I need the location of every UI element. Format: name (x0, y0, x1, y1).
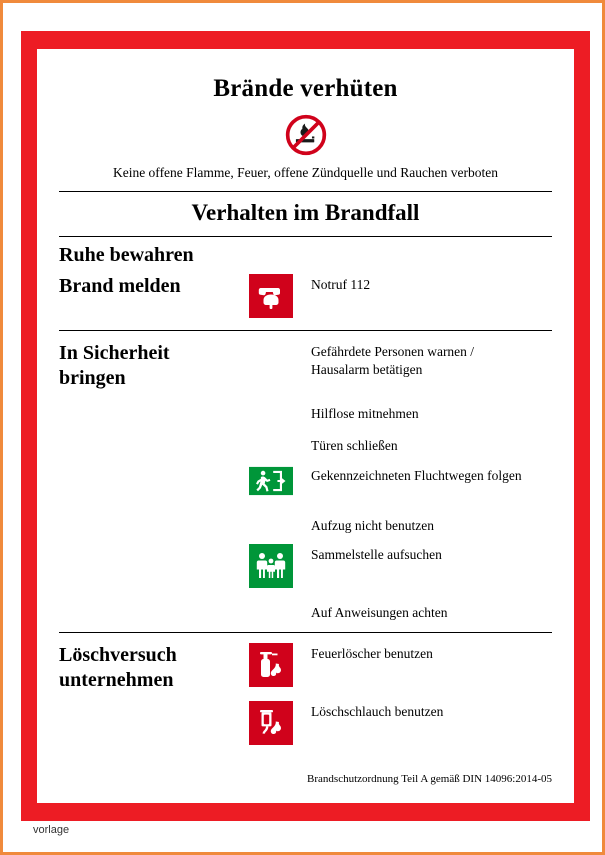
heading-brand-melden: Brand melden (59, 275, 181, 297)
heading-loesch-line2: unternehmen (59, 668, 174, 691)
row-brand-melden (59, 274, 552, 320)
text-anweisungen: Auf Anweisungen achten (311, 604, 448, 620)
text-notruf: Notruf 112 (311, 277, 371, 292)
divider-3 (59, 330, 552, 331)
divider-4 (59, 632, 552, 633)
emergency-exit-icon (249, 465, 293, 497)
text-tueren: Türen schließen (311, 438, 398, 454)
fire-safety-poster (21, 31, 590, 821)
row-aufzug (59, 515, 552, 535)
standard-reference: Brandschutzordnung Teil A gemäß DIN 14096:2014-05 (307, 773, 552, 785)
prohibition-icon-wrap (59, 113, 552, 157)
text-warnen-line1: Gefährdete Personen warnen / (311, 344, 475, 359)
row-fluchtwege (59, 465, 552, 503)
emergency-telephone-icon (249, 274, 293, 318)
row-loeschversuch (59, 643, 552, 693)
text-hilflose: Hilflose mitnehmen (311, 406, 419, 421)
row-anweisungen (59, 602, 552, 622)
row-hilflose-mitnehmen (59, 403, 552, 423)
heading-sicherheit-line2: bringen (59, 367, 126, 389)
heading-ruhe-bewahren: Ruhe bewahren (59, 244, 194, 266)
heading-sicherheit-line1: In Sicherheit (59, 342, 170, 364)
divider-1 (59, 191, 552, 192)
row-tueren-schliessen (59, 435, 552, 455)
text-feuerloescher: Feuerlöscher benutzen (311, 645, 433, 661)
text-loeschschlauch: Löschschlauch benutzen (311, 703, 444, 719)
text-aufzug: Aufzug nicht benutzen (311, 518, 434, 534)
page-title: Brände verhüten (213, 75, 398, 102)
text-warnen-line2: Hausalarm betätigen (311, 362, 423, 378)
row-in-sicherheit-bringen (59, 341, 552, 391)
text-fluchtwege: Gekennzeichneten Fluchtwegen folgen (311, 468, 522, 484)
assembly-point-icon (249, 544, 293, 588)
text-sammelstelle: Sammelstelle aufsuchen (311, 546, 442, 562)
row-ruhe-bewahren (59, 243, 552, 268)
divider-2 (59, 236, 552, 237)
prohibition-caption: Keine offene Flamme, Feuer, offene Zündquelle und Rauchen verboten (112, 165, 499, 180)
no-open-flame-no-smoking-icon (284, 113, 328, 157)
fire-extinguisher-icon (249, 643, 293, 687)
heading-loesch-line1: Löschversuch (59, 643, 177, 666)
fire-hose-reel-icon (249, 701, 293, 745)
row-loeschschlauch (59, 701, 552, 747)
row-sammelstelle (59, 544, 552, 590)
section-title: Verhalten im Brandfall (191, 200, 420, 225)
poster-sheet (37, 49, 574, 803)
page-label: vorlage (33, 824, 70, 836)
